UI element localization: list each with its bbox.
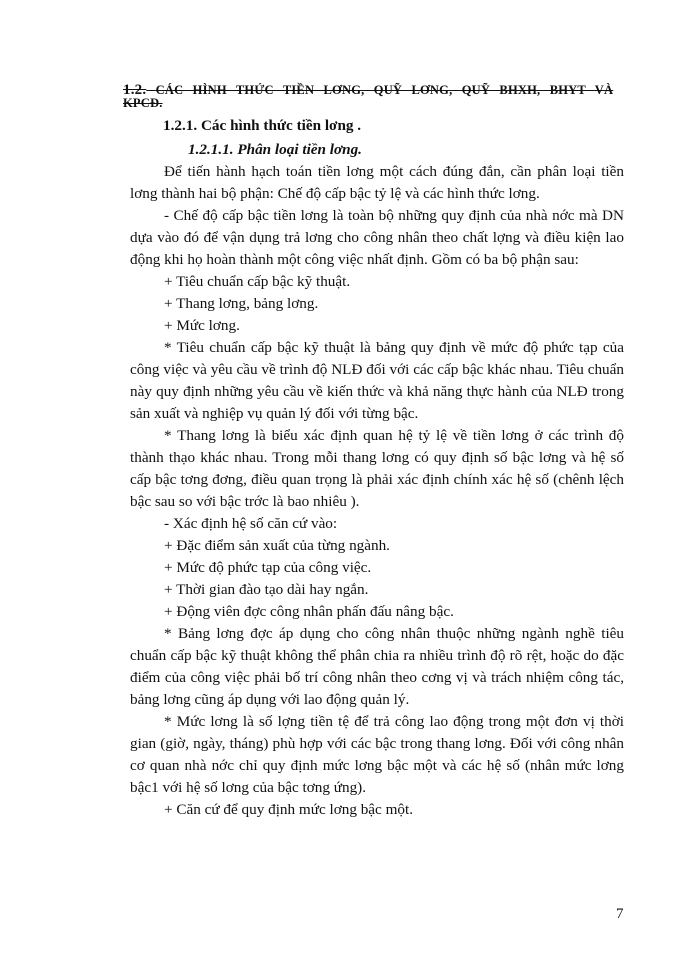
document-body	[130, 112, 624, 821]
subheading-2: 1.2.1.1. Phân loại tiền lơng.	[188, 141, 362, 158]
list-item: - Xác định hệ số căn cứ vào:	[164, 515, 338, 532]
list-item: + Căn cứ để quy định mức lơng bậc một.	[164, 801, 414, 818]
section-heading	[123, 84, 623, 110]
subheading-1: 1.2.1. Các hình thức tiền lơng .	[163, 117, 362, 134]
list-item: + Tiêu chuẩn cấp bậc kỹ thuật.	[164, 273, 351, 290]
list-item: + Đặc điểm sản xuất của từng ngành.	[164, 537, 390, 554]
page-number: 7	[616, 906, 624, 922]
list-item: + Thang lơng, bảng lơng.	[164, 295, 319, 312]
list-item: + Động viên đợc công nhân phấn đấu nâng bậc.	[164, 603, 454, 620]
list-item: + Mức lơng.	[164, 317, 240, 334]
section-heading-number: 1.2.	[123, 82, 147, 98]
list-item: + Thời gian đào tạo dài hay ngắn.	[164, 581, 369, 598]
section-heading-text: CÁC HÌNH THỨC TIỀN LƠNG, QUỸ LƠNG, QUỸ BHXH, BHYT VÀ KPCĐ.	[123, 83, 614, 110]
paragraph: - Chế độ cấp bậc tiền lơng là toàn bộ những quy định của nhà nớc mà DN dựa vào đó để vận dụng trả lơng cho công nhân theo chất lợng và điều kiện lao động khi họ hoàn thành một công việc nhất định. Gồm có ba bộ phận sau:	[130, 207, 624, 268]
paragraph: * Thang lơng là biểu xác định quan hệ tỷ lệ về tiền lơng ở các trình độ thành thạo khác nhau. Trong mỗi thang lơng có quy định số bậc lơng và hệ số cấp bậc tơng đơng, điều quan trọng là phải xác định chính xác hệ số (chênh lệch bậc sau so với bậc trớc là bao nhiêu ).	[130, 427, 624, 510]
paragraph: * Mức lơng là số lợng tiền tệ để trả công lao động trong một đơn vị thời gian (giờ, ngày, tháng) phù hợp với các bậc trong thang lơng. Đối với công nhân cơ quan nhà nớc chỉ quy định mức lơng bậc một và các hệ số (nhân mức lơng bậc1 với hệ số lơng của bậc tơng ứng).	[130, 713, 624, 796]
list-item: + Mức độ phức tạp của công việc.	[164, 559, 372, 576]
paragraph: * Bảng lơng đợc áp dụng cho công nhân thuộc những ngành nghề tiêu chuẩn cấp bậc kỹ thuật không thể phân chia ra nhiều trình độ rõ rệt, hoặc do đặc điểm của công việc phải bố trí công nhân theo cơng vị và trách nhiệm công tác, bảng lơng cũng áp dụng với lao động quản lý.	[130, 625, 624, 708]
paragraph: * Tiêu chuẩn cấp bậc kỹ thuật là bảng quy định về mức độ phức tạp của công việc và yêu cầu về trình độ NLĐ đối với các cấp bậc khác nhau. Tiêu chuẩn này quy định những yêu cầu về kiến thức và khả năng thực hành của NLĐ trong sản xuất và nghiệp vụ quản lý đối với từng bậc.	[130, 339, 624, 422]
paragraph: Để tiến hành hạch toán tiền lơng một cách đúng đắn, cần phân loại tiền lơng thành hai bộ phận: Chế độ cấp bậc tỷ lệ và các hình thức lơng.	[130, 163, 624, 202]
